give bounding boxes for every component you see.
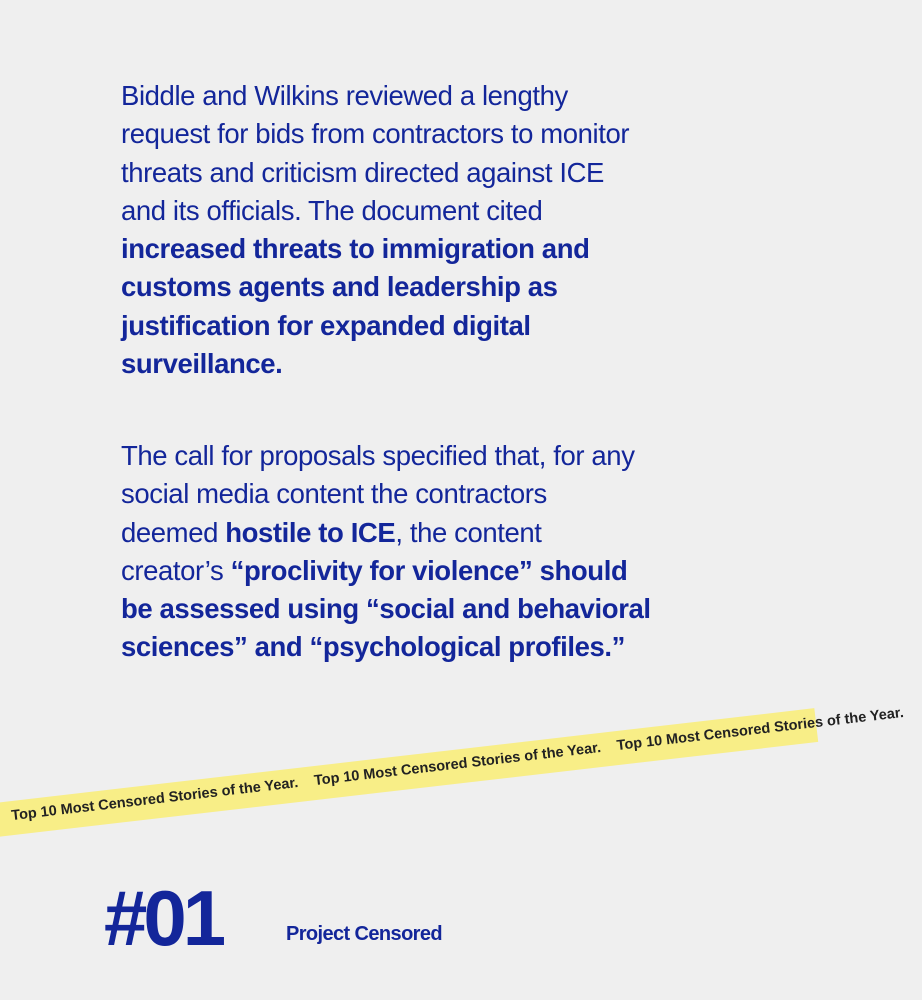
paragraph-2-bold-2: “proclivity for violence” should be assessed using “social and behavioral sciences” and “psychological profiles.” (121, 554, 651, 663)
paragraph-2 (121, 437, 651, 667)
tape-item: Top 10 Most Censored Stories of the Year. (313, 739, 602, 790)
paragraph-2-text-1: The call for proposals specified that, for any social media content the contractors deemed (121, 440, 635, 548)
paragraph-1 (121, 77, 651, 383)
paragraph-2-text-2: , the content creator’s (121, 516, 542, 586)
tape-text (10, 703, 920, 824)
brand-name: Project Censored (286, 923, 443, 945)
tape-item: Top 10 Most Censored Stories of the Year. (10, 775, 300, 825)
paragraph-1-bold: increased threats to immigration and customs agents and leadership as justification for expanded digital surveillance. (121, 233, 590, 380)
caution-tape-banner (0, 704, 905, 841)
paragraph-2-bold-1: hostile to ICE (225, 516, 396, 548)
story-number: #01 (104, 874, 223, 962)
paragraph-1-text: Biddle and Wilkins reviewed a lengthy request for bids from contractors to monitor threats and criticism directed against ICE and its officials. The document cited (121, 80, 630, 226)
tape-item: Top 10 Most Censored Stories of the Year. (615, 704, 905, 755)
